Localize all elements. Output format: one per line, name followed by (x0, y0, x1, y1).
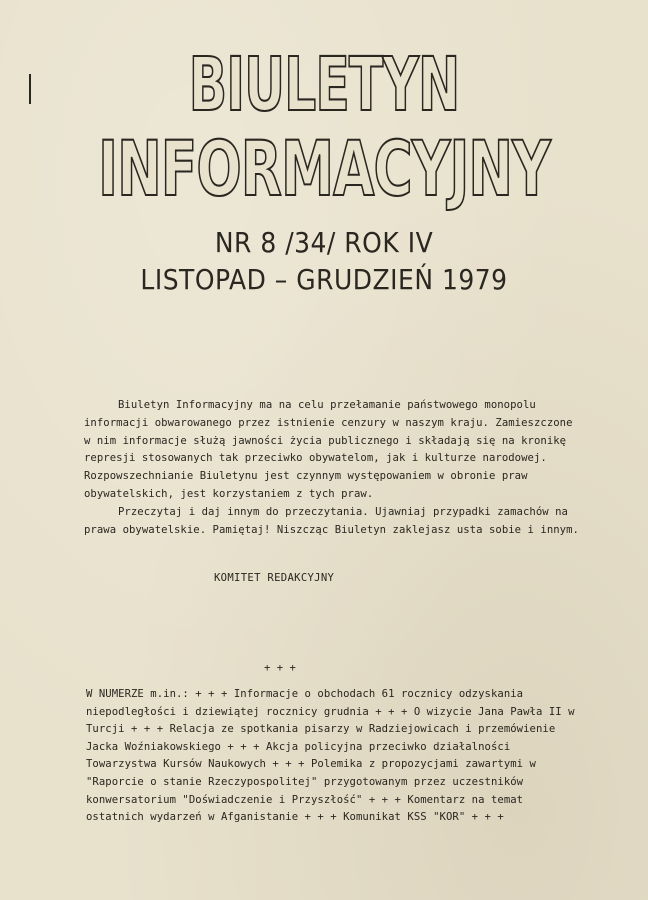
margin-mark (29, 74, 31, 104)
intro-paragraph-2: Przeczytaj i daj innym do przeczytania. Ujawniaj przypadki zamachów na prawa obywatelskie. Pamiętaj! Niszcząc Biuletyn zaklejasz usta sobie i innym. (84, 505, 579, 536)
title-informacyjny: INFORMACYJNY (98, 124, 550, 214)
contents-text: W NUMERZE m.in.: + + + Informacje o obchodach 61 rocznicy odzyskania niepodległości i dziewiątej rocznicy grudnia + + + O wizycie Jana Pawła II w Turcji + + + Relacja ze spotkania pisarzy w Radziejowicach i przemówienie Jacka Woźniakowskiego + + + Akcja policyjna przeciwko działalności Towarzystwa Kursów Naukowych + + + Polemika z propozycjami zawartymi w "Raporcie o stanie Rzeczypospolitej" przygotowanym przez uczestników konwersatorium "Doświadczenie i Przyszłość" + + + Komentarz na temat ostatnich wydarzeń w Afganistanie + + + Komunikat KSS "KOR" + + + (86, 688, 575, 824)
intro-section (84, 397, 584, 539)
issue-number: NR 8 /34/ ROK IV (214, 226, 434, 259)
contents-section (86, 686, 576, 827)
editorial-signature: KOMITET REDAKCYJNY (214, 572, 335, 584)
issue-date: LISTOPAD – GRUDZIEŃ 1979 (140, 263, 508, 296)
intro-paragraph-1: Biuletyn Informacyjny ma na celu przełamanie państwowego monopolu informacji obwarowanego przez istnienie cenzury w naszym kraju. Zamieszczone w nim informacje służą jawności życia publicznego i składają się na kronikę represji stosowanych tak przeciwko obywatelom, jak i kulturze narodowej. Rozpowszechnianie Biuletynu jest czynnym występowaniem w obronie praw obywatelskich, jest korzystaniem z tych praw. (84, 399, 573, 500)
title-biuletyn: BIULETYN (188, 42, 460, 129)
section-separator: + + + (264, 662, 296, 674)
